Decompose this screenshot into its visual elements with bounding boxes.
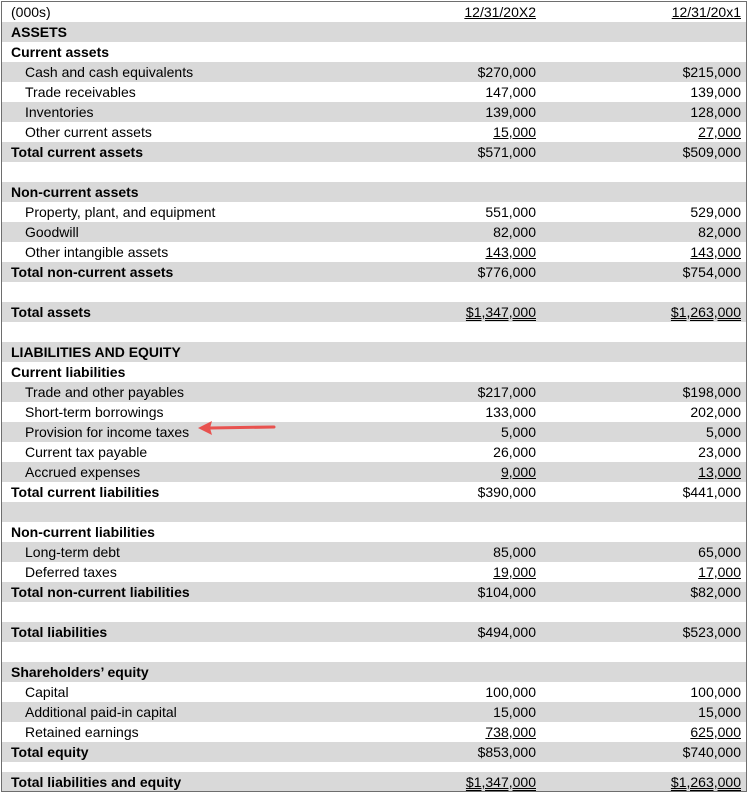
row-label: Total current liabilities	[11, 484, 160, 500]
value-20x2: 19,000	[493, 564, 536, 580]
row-label: Total current assets	[11, 144, 144, 160]
row-label: Additional paid-in capital	[25, 704, 177, 720]
value-20x1: $1,263,000	[670, 304, 741, 320]
value-20x1: $82,000	[690, 584, 741, 600]
value-20x2: 26,000	[493, 444, 536, 460]
value-20x1: $215,000	[682, 64, 741, 80]
value-20x2: 738,000	[485, 724, 536, 740]
row-label: Other intangible assets	[25, 244, 169, 260]
row-label: Long-term debt	[25, 544, 120, 560]
column-header-20x1: 12/31/20x1	[671, 4, 741, 20]
value-20x2: $217,000	[477, 384, 536, 400]
row-label: Trade receivables	[25, 84, 136, 100]
table-row	[2, 542, 746, 562]
row-label: Non-current liabilities	[11, 524, 155, 540]
table-row	[2, 442, 746, 462]
arrow-left-icon	[198, 420, 276, 436]
value-20x1: 82,000	[698, 224, 741, 240]
value-20x1: 17,000	[698, 564, 741, 580]
row-label: Short-term borrowings	[25, 404, 164, 420]
table-row	[2, 62, 746, 82]
value-20x1: $1,263,000	[670, 774, 741, 790]
value-20x1: 23,000	[698, 444, 741, 460]
value-20x2: 100,000	[485, 684, 536, 700]
row-label: Total assets	[11, 304, 91, 320]
value-20x1: 143,000	[690, 244, 741, 260]
value-20x2: $853,000	[477, 744, 536, 760]
header-row	[2, 2, 746, 22]
table-row	[2, 202, 746, 222]
row-label: Provision for income taxes	[25, 424, 190, 440]
row-label: Current tax payable	[25, 444, 148, 460]
table-row	[2, 462, 746, 482]
value-20x1: $198,000	[682, 384, 741, 400]
value-20x2: $776,000	[477, 264, 536, 280]
total-row	[2, 742, 746, 762]
value-20x1: $509,000	[682, 144, 741, 160]
value-20x1: 139,000	[690, 84, 741, 100]
row-label: Capital	[25, 684, 69, 700]
total-row	[2, 262, 746, 282]
value-20x1: 625,000	[690, 724, 741, 740]
row-label: Non-current assets	[11, 184, 139, 200]
table-row	[2, 82, 746, 102]
value-20x1: 202,000	[690, 404, 741, 420]
row-label: LIABILITIES AND EQUITY	[11, 344, 181, 360]
table-row	[2, 222, 746, 242]
table-row	[2, 682, 746, 702]
value-20x2: $390,000	[477, 484, 536, 500]
table-row-highlighted	[2, 422, 746, 442]
table-row	[2, 402, 746, 422]
subsection-heading	[2, 662, 746, 682]
subsection-heading	[2, 42, 746, 62]
table-row	[2, 122, 746, 142]
row-label: Goodwill	[25, 224, 79, 240]
total-row	[2, 622, 746, 642]
column-header-20x2: 12/31/20X2	[464, 4, 536, 20]
total-row	[2, 582, 746, 602]
value-20x2: 85,000	[493, 544, 536, 560]
value-20x2: $494,000	[477, 624, 536, 640]
row-label: Trade and other payables	[25, 384, 185, 400]
row-label: Cash and cash equivalents	[25, 64, 194, 80]
value-20x2: 139,000	[485, 104, 536, 120]
row-label: Current liabilities	[11, 364, 126, 380]
value-20x2: 15,000	[493, 124, 536, 140]
value-20x1: 27,000	[698, 124, 741, 140]
value-20x2: $270,000	[477, 64, 536, 80]
value-20x2: 133,000	[485, 404, 536, 420]
table-row	[2, 382, 746, 402]
subsection-heading	[2, 362, 746, 382]
section-heading	[2, 342, 746, 362]
row-label: Total equity	[11, 744, 89, 760]
value-20x2: $1,347,000	[465, 304, 536, 320]
value-20x2: $571,000	[477, 144, 536, 160]
spacer-row	[2, 502, 746, 522]
value-20x1: $754,000	[682, 264, 741, 280]
row-label: Shareholders’ equity	[11, 664, 149, 680]
value-20x2: 551,000	[485, 204, 536, 220]
row-label: Total liabilities and equity	[11, 774, 182, 790]
table-row	[2, 562, 746, 582]
row-label: Total non-current liabilities	[11, 584, 190, 600]
value-20x2: 82,000	[493, 224, 536, 240]
value-20x2: 147,000	[485, 84, 536, 100]
row-label: Retained earnings	[25, 724, 139, 740]
value-20x1: 65,000	[698, 544, 741, 560]
value-20x2: 9,000	[500, 464, 536, 480]
table-row	[2, 722, 746, 742]
subsection-heading	[2, 182, 746, 202]
table-row	[2, 102, 746, 122]
value-20x1: 128,000	[690, 104, 741, 120]
value-20x1: 5,000	[705, 424, 741, 440]
row-label: Total non-current assets	[11, 264, 174, 280]
table-row	[2, 242, 746, 262]
value-20x2: 143,000	[485, 244, 536, 260]
section-heading	[2, 22, 746, 42]
row-label: Inventories	[25, 104, 94, 120]
balance-sheet	[1, 1, 747, 792]
table-row	[2, 702, 746, 722]
total-row	[2, 142, 746, 162]
value-20x1: $441,000	[682, 484, 741, 500]
value-20x1: 15,000	[698, 704, 741, 720]
value-20x2: $1,347,000	[465, 774, 536, 790]
row-label: Accrued expenses	[25, 464, 141, 480]
value-20x2: $104,000	[477, 584, 536, 600]
value-20x2: 5,000	[500, 424, 536, 440]
grand-total-row	[2, 302, 746, 322]
value-20x1: 13,000	[698, 464, 741, 480]
row-label: Total liabilities	[11, 624, 108, 640]
units-label: (000s)	[11, 4, 51, 20]
row-label: Current assets	[11, 44, 110, 60]
value-20x1: 100,000	[690, 684, 741, 700]
value-20x1: $523,000	[682, 624, 741, 640]
row-label: Other current assets	[25, 124, 152, 140]
value-20x1: 529,000	[690, 204, 741, 220]
value-20x2: 15,000	[493, 704, 536, 720]
value-20x1: $740,000	[682, 744, 741, 760]
grand-total-row	[2, 772, 746, 792]
subsection-heading	[2, 522, 746, 542]
total-row	[2, 482, 746, 502]
row-label: ASSETS	[11, 24, 68, 40]
row-label: Property, plant, and equipment	[25, 204, 216, 220]
row-label: Deferred taxes	[25, 564, 117, 580]
